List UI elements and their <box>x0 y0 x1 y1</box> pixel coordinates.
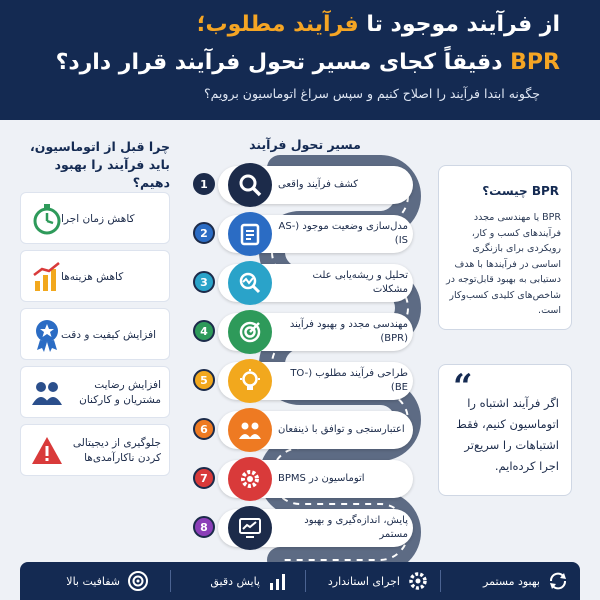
step-label: طراحی فرآیند مطلوب (TO-BE) <box>290 368 408 393</box>
analysis-icon <box>228 261 272 305</box>
why-label: افزایش رضایت مشتریان و کارکنان <box>79 379 161 406</box>
quote-mark-icon: “ <box>453 367 473 407</box>
step-label: اتوماسیون در BPMS <box>278 473 365 484</box>
title-highlight-bpr: BPR <box>510 50 560 75</box>
quote-text: اگر فرآیند اشتباه را اتوماسیون کنیم، فقط اشتباهات را سریع‌تر اجرا کرده‌ایم. <box>456 396 559 473</box>
bpr-title: BPR چیست؟ <box>482 184 559 198</box>
footer-label: شفافیت بالا <box>66 574 120 588</box>
step-label: پایش، اندازه‌گیری و بهبود مستمر <box>304 515 408 540</box>
step-number: 2 <box>193 222 215 244</box>
path-step-7 <box>190 460 420 500</box>
step-label: مهندسی مجدد و بهبود فرآیند (BPR) <box>289 319 408 344</box>
step-label: اعتبارسنجی و توافق با ذینفعان <box>278 424 405 435</box>
step-number: 8 <box>193 516 215 538</box>
footer-item-monitoring <box>210 562 290 600</box>
gear-icon <box>228 457 272 501</box>
footer-item-standard <box>328 562 430 600</box>
path-step-4 <box>190 313 420 353</box>
monitor-chart-icon <box>228 506 272 550</box>
why-label: افزایش کیفیت و دقت <box>61 328 157 341</box>
footer-label: اجرای استاندارد <box>327 574 400 588</box>
step-number: 3 <box>193 271 215 293</box>
path-step-3 <box>190 264 420 304</box>
cycle-icon <box>546 569 570 593</box>
magnifier-icon <box>228 163 272 207</box>
why-label: کاهش زمان اجرا <box>61 212 135 225</box>
why-label: جلوگیری از دیجیتالی کردن ناکارآمدی‌ها <box>72 437 161 464</box>
step-number: 5 <box>193 369 215 391</box>
path-title: مسیر تحول فرآیند <box>249 137 361 152</box>
footer-divider <box>440 570 441 592</box>
why-title-line2: باید فرآیند را بهبود دهیم؟ <box>54 157 170 190</box>
quote-box <box>438 364 572 496</box>
footer-label: پایش دقیق <box>210 574 260 588</box>
path-step-6 <box>190 411 420 451</box>
target-icon <box>228 310 272 354</box>
step-number: 4 <box>193 320 215 342</box>
path-step-1 <box>190 166 420 206</box>
step-label: کشف فرآیند واقعی <box>278 179 359 190</box>
step-number: 1 <box>193 173 215 195</box>
footer-divider <box>170 570 171 592</box>
why-label: کاهش هزینه‌ها <box>61 270 124 283</box>
path-step-8 <box>190 509 420 549</box>
footer-bar <box>20 562 580 600</box>
path-step-2 <box>190 215 420 255</box>
path-step-5 <box>190 362 420 402</box>
team-icon <box>228 408 272 452</box>
bpr-definition-box <box>438 165 572 330</box>
gear-icon <box>406 569 430 593</box>
step-label: مدل‌سازی وضعیت موجود (AS-IS) <box>278 221 408 246</box>
why-title-line1: چرا قبل از اتوماسیون، <box>30 139 170 154</box>
footer-item-transparency <box>66 562 150 600</box>
step-number: 7 <box>193 467 215 489</box>
clipboard-icon <box>228 212 272 256</box>
step-number: 6 <box>193 418 215 440</box>
page-subtitle: چگونه ابتدا فرآیند را اصلاح کنیم و سپس سراغ اتوماسیون برویم؟ <box>203 86 540 101</box>
title-highlight: فرآیند مطلوب؛ <box>196 12 359 37</box>
title-text: از فرآیند موجود تا <box>358 12 560 37</box>
footer-item-improvement <box>483 562 570 600</box>
step-label: تحلیل و ریشه‌یابی علت مشکلات <box>312 270 408 295</box>
bpr-text: BPR یا مهندسی مجدد فرآیندهای کسب و کار، رویکردی برای بازنگری اساسی در فرآیندها با هدف دستیابی به بهبود قابل‌توجه در شاخص‌های کلیدی کسب‌وکار است. <box>446 212 561 316</box>
bar-chart-icon <box>266 569 290 593</box>
footer-divider <box>305 570 306 592</box>
lightbulb-icon <box>228 359 272 403</box>
title-text: دقیقاً کجای مسیر تحول فرآیند قرار دارد؟ <box>55 50 511 75</box>
target-icon <box>126 569 150 593</box>
footer-label: بهبود مستمر <box>483 574 540 588</box>
